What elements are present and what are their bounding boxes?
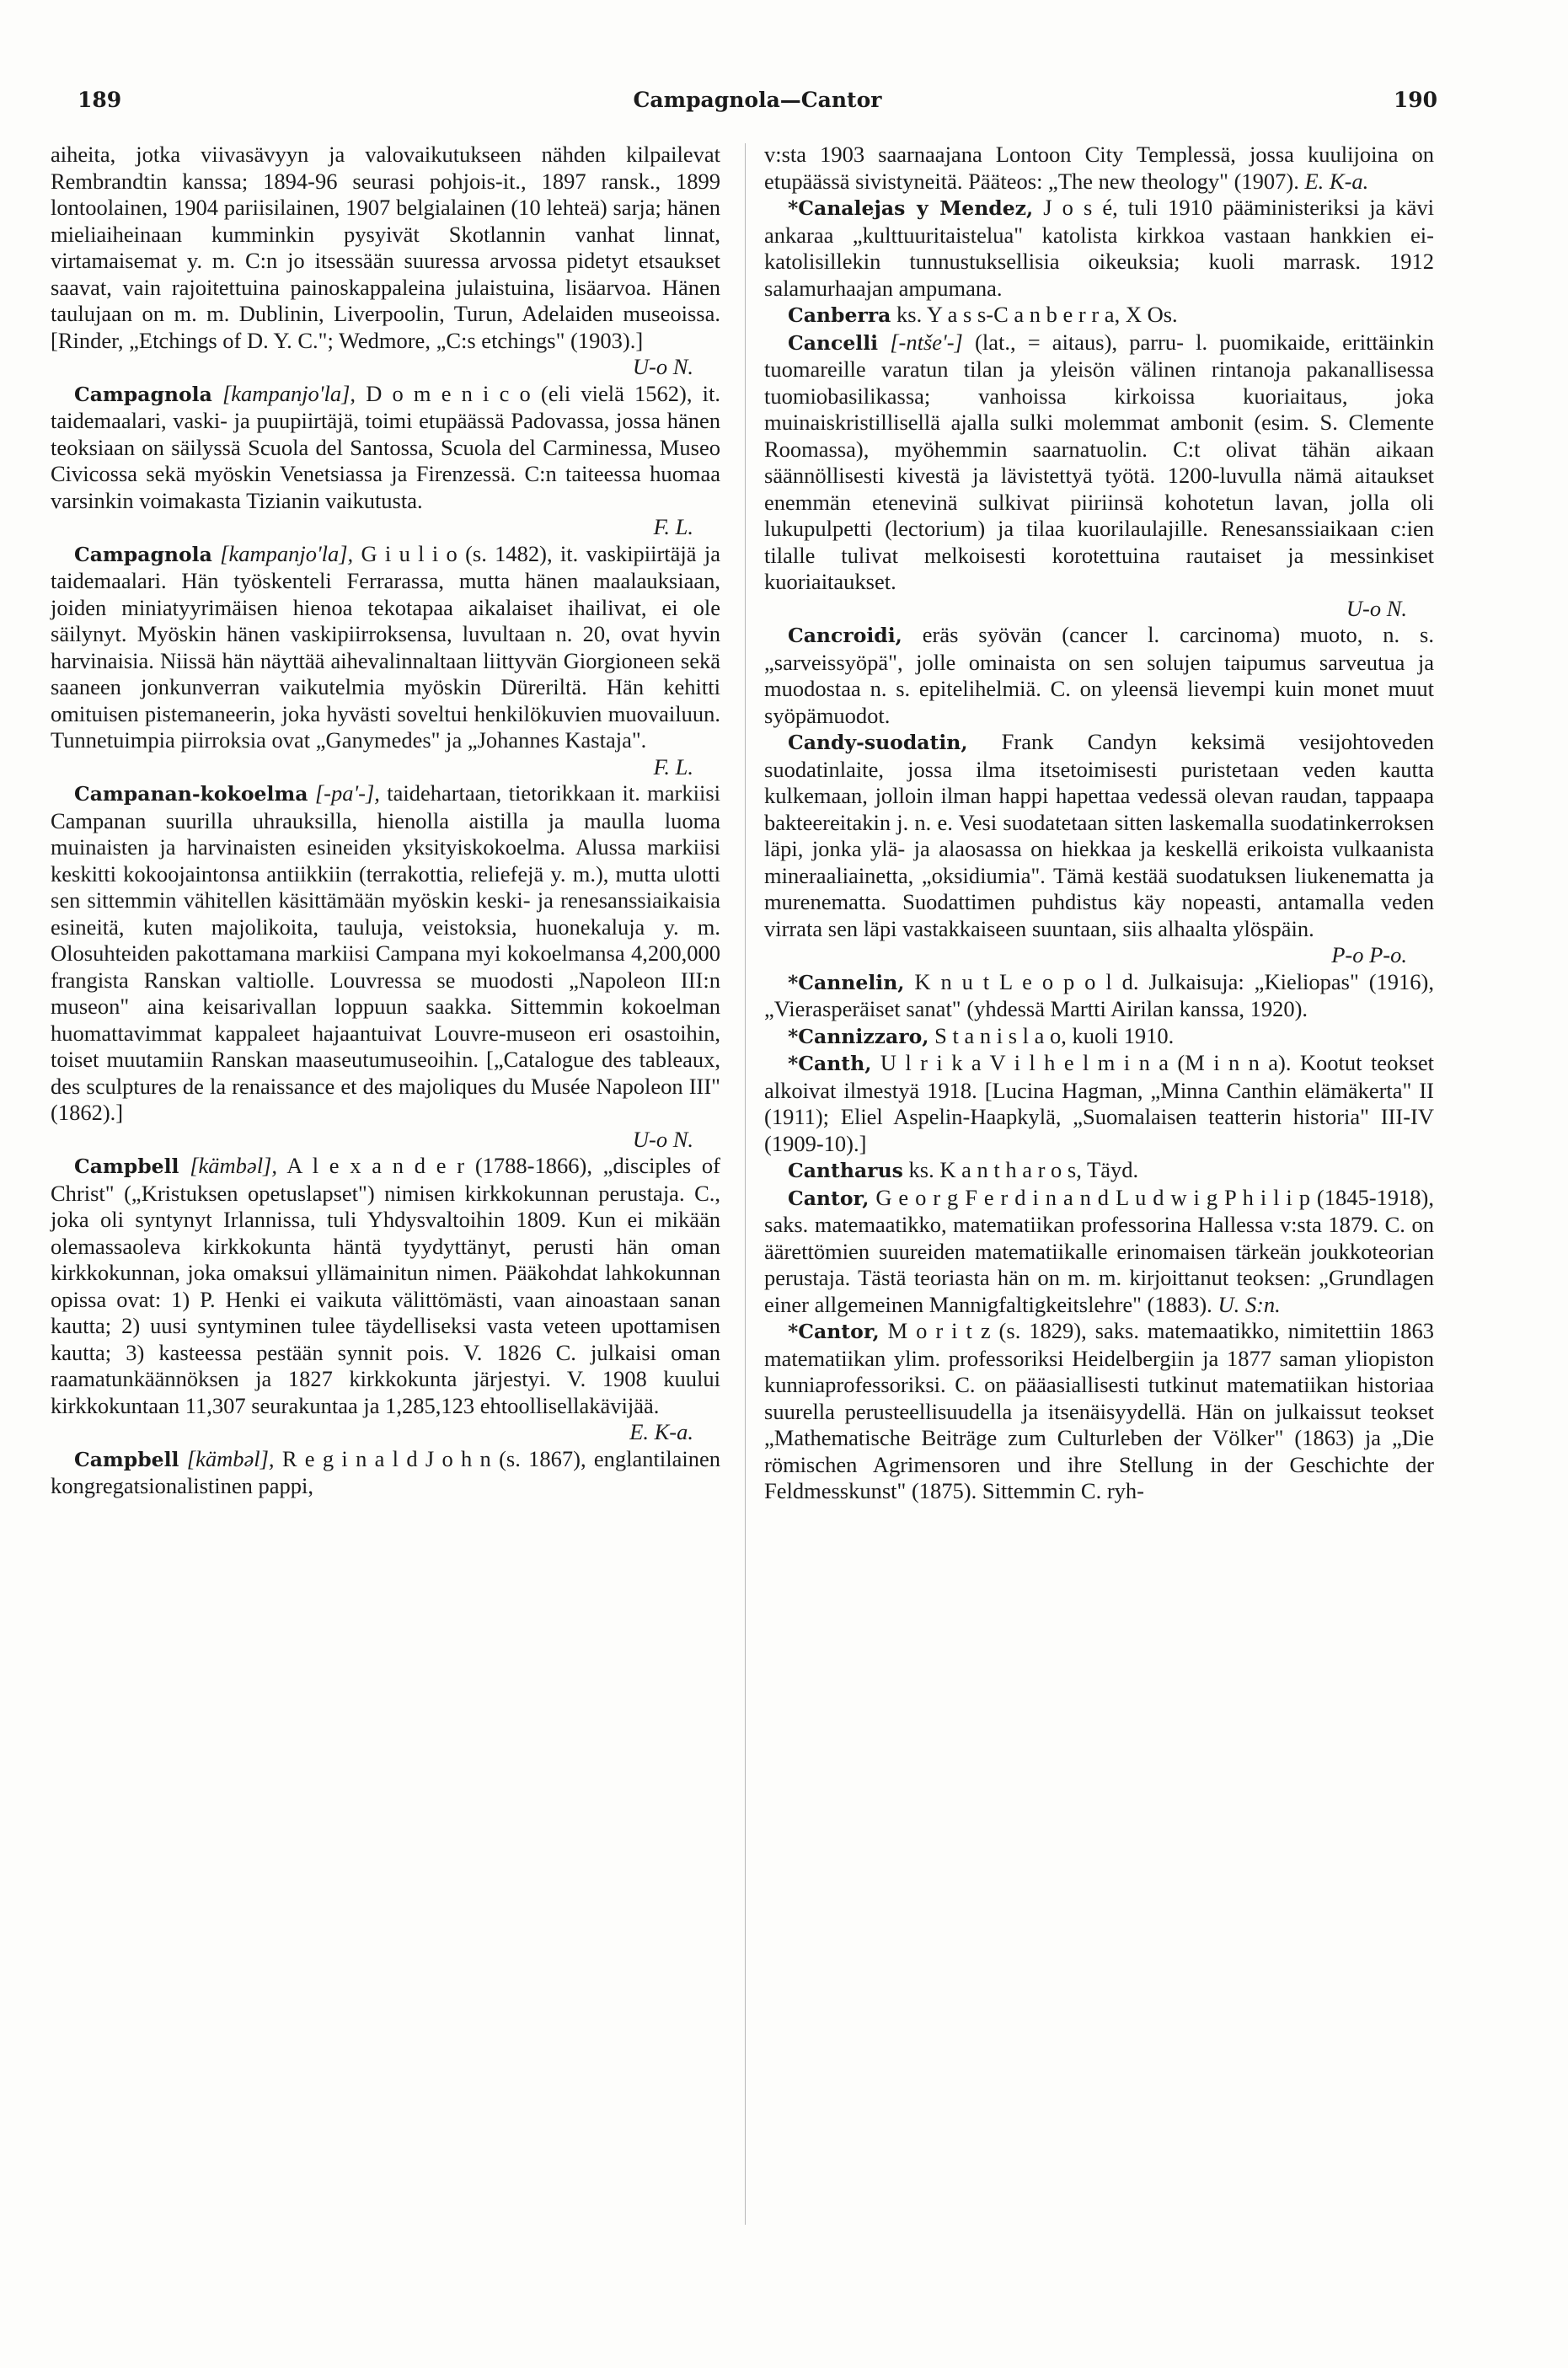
page-number-left: 189 <box>78 88 122 112</box>
entry-headword: Canberra <box>788 303 891 327</box>
entry <box>764 729 1434 969</box>
entry <box>764 1157 1434 1185</box>
entry <box>51 541 720 781</box>
entry-headword: *Canth, <box>788 1052 872 1075</box>
right-column <box>764 142 1434 1505</box>
entry-headword: *Cannizzaro, <box>788 1024 929 1048</box>
entry <box>764 329 1434 623</box>
entry-headword: Campbell <box>74 1155 179 1178</box>
entry-headword: Campagnola <box>74 382 212 406</box>
entry <box>764 302 1434 329</box>
entry-signature: U-o N. <box>632 354 693 379</box>
entry-pronunciation: [-pa'-], <box>314 780 380 806</box>
entry-headword: Campanan-kokoelma <box>74 782 308 806</box>
entry-text: S t a n i s l a o, kuoli 1910. <box>934 1022 1175 1048</box>
entry <box>764 1023 1434 1051</box>
entry-text: A l e x a n d e r (1788-1866), „disciples of Christ" („Kristuksen opetuslapset") nimisen kirkkokunnan perustaja. C., joka oli syntynyt Irlannissa, tuli Yhdysvaltoihin 1809. Kun ei mikään olemassaoleva kirkkokunta häntä tyydyttänyt, perusti hän oman kirkkokunnan, joka omaksui yllämainitun nimen. Pääkohdat lahkokunnan opissa ovat: 1) P. Henki ei vaikuta välittömästi, vaan ainoastaan sanan kautta; 2) uusi syntyminen tulee täydelliseksi vasta veteen upottamisen kautta; 3) kasteessa pestään synnit pois. V. 1826 C. julkaisi oman raamatunkäännöksen ja 1827 kirkkokunta järjestyi. V. 1908 kuului kirkkokuntaan 11,307 seurakuntaa ja 1,285,123 ehtoollisellakävijää. <box>51 1153 720 1418</box>
entry-pronunciation: [-ntše'-] <box>890 329 963 355</box>
entry <box>51 1153 720 1446</box>
entry-text: eräs syövän (cancer l. carcinoma) muoto, n. s. „sarveissyöpä", jolle ominaista on sen solujen taipumus sarveutua ja muodostaa n. s. epitelihelmiä. C. on yleensä lievempi kuin monet muut syöpämuodot. <box>764 622 1434 728</box>
entry <box>51 142 720 381</box>
entry-text: ks. Y a s s-C a n b e r r a, X Os. <box>896 302 1178 327</box>
entry-pronunciation: [kämbəl], <box>190 1153 277 1178</box>
entry-text: J o s é, tuli 1910 pääministeriksi ja kävi ankaraa „kulttuuritaistelua" katolista kirkkoa vastaan hankkien ei-katolisillekin tunnustuksellisia oikeuksia; kuoli marrask. 1912 salamurhaajan ampumana. <box>764 195 1434 301</box>
left-column <box>51 142 720 1500</box>
page-number-right: 190 <box>1393 88 1437 112</box>
entry-pronunciation: [kämbəl], <box>186 1445 275 1471</box>
entry-signature: E. K-a. <box>629 1419 693 1444</box>
entry <box>764 622 1434 729</box>
entry <box>764 1185 1434 1319</box>
column-divider <box>745 143 746 2225</box>
entry-text: (lat., = aitaus), parru- l. puomikaide, erittäinkin tuomareille varatun tilan ja yleisön välinen rintanoja pakanallisessa tuomiobasilikassa; vanhoissa kirkoissa kuoriaitaus, joka muinaiskristillisellä ajalla sulki molemmat ambonit (esim. S. Clemente Roomassa), myöhemmin saarnatuolin. C:t olivat tähän aikaan säännöllisesti kivestä ja lävistettyä työtä. 1200-luvulla nämä aitaukset enemmän etenevinä sulkivat piiriinsä kohotetun lavan, jolla oli lukupulpetti (lectorium) ja tilaa kuorilaulajille. Renesanssiaikaan c:ien tilalle tulivat melkoisesti korotettuina rautaiset ja messinkiset kuoriaitaukset. <box>764 329 1435 594</box>
entry <box>764 1050 1434 1157</box>
entry-headword: Cantharus <box>788 1159 903 1182</box>
entry-signature: F. L. <box>653 753 693 780</box>
entry-headword: Cancelli <box>788 330 879 355</box>
entry-signature: U-o N. <box>1346 595 1407 621</box>
entry <box>764 142 1434 195</box>
entry <box>51 1446 720 1500</box>
entry <box>764 969 1434 1023</box>
entry-text: M o r i t z (s. 1829), saks. matemaatikko, nimitettiin 1863 matematiikan ylim. professoriksi Heidelbergiin ja 1877 saman yliopiston kunniaprofessoriksi. C. on pääasiallisesti tutkinut matematiikan historiaa suurella perusteellisuudella ja itsenäisyydellä. Hän on julkaissut teokset „Mathematische Beiträge zum Culturleben der Völker" (1863) ja „Die römischen Agrimensoren und ihre Stellung in der Geschichte der Feldmesskunst" (1875). Sittemmin C. ryh- <box>764 1318 1435 1503</box>
entry-headword: Campagnola <box>74 542 212 566</box>
entry-headword: *Cantor, <box>788 1320 880 1343</box>
entry-headword: Cancroidi, <box>788 624 902 647</box>
entry <box>764 1318 1434 1505</box>
entry <box>764 195 1434 302</box>
entry-text: G e o r g F e r d i n a n d L u d w i g P h i l i p (1845-1918), saks. matemaatikko, matematiikan professorina Hallessa v:sta 1879. C. on äärettömien suureiden matematiikalle erinomaisen tärkeän joukkoteorian perustaja. Tästä teoriasta hän on m. m. kirjoittanut teoksen: „Grundlagen einer allgemeinen Mannigfaltigkeitslehre" (1883). <box>764 1184 1435 1317</box>
entry-text: K n u t L e o p o l d. Julkaisuja: „Kieliopas" (1916), „Vierasperäiset sanat" (yhdessä Martti Airilan kanssa, 1920). <box>764 968 1435 1021</box>
entry-text: R e g i n a l d J o h n (s. 1867), englantilainen kongregatsionalistinen pappi, <box>51 1445 721 1498</box>
entry <box>51 381 720 541</box>
entry-signature: U. S:n. <box>1217 1291 1281 1317</box>
entry-text: aiheita, jotka viivasävyyn ja valovaikutukseen nähden kilpailevat Rembrandtin kanssa; 1894-96 seurasi pohjois-it., 1897 ransk., 1899 lontoolainen, 1904 pariisilainen, 1907 belgialainen (10 lehteä) sarja; hänen mieliaiheinaan kumminkin pysyivät Skotlannin vanhat linnat, virtamaisemat y. m. C:n jo itsessään suuressa arvossa pidetyt etsaukset saavat, vain rajoitettuina painoskappaleina julaistuina, lisäarvoa. Hänen taulujaan on m. m. Dublinin, Liverpoolin, Turun, Adelaiden museoissa. [Rinder, „Etchings of D. Y. C."; Wedmore, „C:s etchings" (1903).] <box>51 142 720 353</box>
entry-pronunciation: [kampanjo'la], <box>220 540 354 566</box>
entry-text: D o m e n i c o (eli vielä 1562), it. taidemaalari, vaski- ja puupiirtäjä, toimi etupäässä Padovassa, jossa hänen teoksiaan on säilyssä Scuola del Santossa, Scuola del Carminessa, Museo Civicossa sekä myöskin Venetsiassa ja Firenzessä. C:n taiteessa huomaa varsinkin voimakasta Tizianin vaikutusta. <box>51 380 721 513</box>
entry-signature: F. L. <box>653 514 693 539</box>
entry-signature: P-o P-o. <box>1331 942 1407 967</box>
entry-text: U l r i k a V i l h e l m i n a (M i n n a). Kootut teokset alkoivat ilmestyä 1918. [Lucina Hagman, „Minna Canthin elämäkerta" II (1911); Eliel Aspelin-Haapkylä, „Suomalaisen teatterin historia" III-IV (1909-10).] <box>764 1050 1435 1156</box>
entry-text: taidehartaan, tietorikkaan it. markiisi Campanan suurilla uhrauksilla, hienolla aistilla ja maulla luoma muinaisten ja harvinaisten esineiden yksityiskokoelma. Alussa markiisi keskitti kokoojaintonsa antiikkiin (terrakottia, reliefejä y. m.), mutta ulotti sen sittemmin vähitellen käsittämään myöskin keski- ja renesanssiaikaisia esineitä, kuten majolikoita, tauluja, veistoksia, huonekaluja y. m. Olosuhteiden pakottamana markiisi Campana myi kokoelmansa 4,200,000 frangista Ranskan valtiolle. Louvressa se muodosti „Napoleon III:n museon" aina keisarivallan loppuun saakka. Sittemmin kokoelman huomattavimmat kappaleet hajaantuivat Louvre-museon eri osastoihin, toiset muutamiin Ranskan maaseutumuseoihin. [„Catalogue des tableaux, des sculptures de la renaissance et des majoliques du Musée Napoleon III" (1862).] <box>51 780 720 1125</box>
entry-signature: E. K-a. <box>1304 168 1369 194</box>
entry-headword: Campbell <box>74 1447 179 1471</box>
entry-text: Frank Candyn keksimä vesijohtoveden suodatinlaite, jossa ilma itsetoimisesti puristetaan veden kautta kulkemaan, jolloin ilman happi hapettaa vedessä olevan raudan, tappaapa bakteereitakin j. n. e. Vesi suodatetaan sitten laskemalla suodatinkerroksen läpi, jonka ylä- ja alaosassa on hiekkaa ja keskellä erikoista vulkaanista mineraaliainetta, „oksidiumia". Tämä kestää suodatuksen liukenematta ja murenematta. Suodattimen puhdistus käy nopeasti, antamalla veden virrata sen läpi vastakkaiseen suuntaan, siis alhaalta ylöspäin. <box>764 729 1434 941</box>
entry <box>51 780 720 1153</box>
entry-headword: *Canalejas y Mendez, <box>788 196 1034 220</box>
running-header <box>78 88 1437 121</box>
entry-text: ks. K a n t h a r o s, Täyd. <box>908 1157 1139 1182</box>
entry-text: v:sta 1903 saarnaajana Lontoon City Templessä, jossa kuulijoina on etupäässä sivistyneitä. Pääteos: „The new theology" (1907). <box>764 142 1434 194</box>
entry-headword: Cantor, <box>788 1186 870 1210</box>
entry-signature: U-o N. <box>632 1126 693 1152</box>
entry-headword: Candy-suodatin, <box>788 731 968 754</box>
entry-pronunciation: [kampanjo'la], <box>222 380 356 406</box>
entry-text: G i u l i o (s. 1482), it. vaskipiirtäjä ja taidemaalari. Hän työskenteli Ferrarassa, mutta hänen maalauksiaan, joiden miniatyyrimäisen hienoa tekotapaa aikalaiset ihailivat, ei ole säilynyt. Myöskin hänen vaskipiirroksensa, luvultaan n. 20, ovat hyvin harvinaisia. Niissä hän näyttää aihevalinnaltaan liittyvän Giorgioneen sekä saaneen jonkunverran vaikutelmia myöskin Düreriltä. Hän kehitti omituisen pistemaneerin, joka hyvästi soveltui henkilökuvien muovailuun. Tunnetuimpia piirroksia ovat „Ganymedes" ja „Johannes Kastaja". <box>51 540 720 753</box>
entry-headword: *Cannelin, <box>788 970 905 994</box>
running-title: Campagnola—Cantor <box>633 88 882 112</box>
